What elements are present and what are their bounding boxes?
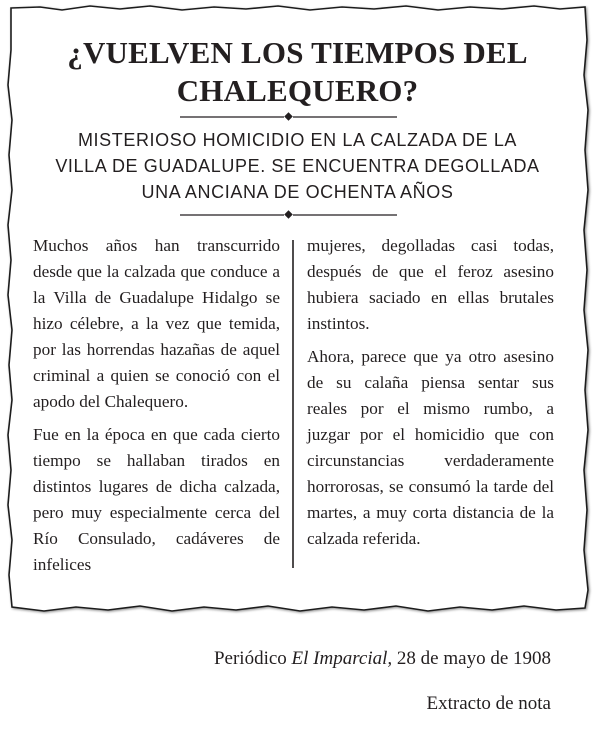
subhead-line-3: UNA ANCIANA DE OCHENTA AÑOS — [141, 182, 454, 202]
headline — [40, 34, 555, 110]
subheadline — [50, 127, 545, 205]
excerpt-note: Extracto de nota — [426, 693, 551, 714]
headline-line-1: ¿VUELVEN LOS TIEMPOS DEL — [67, 35, 528, 70]
article-paragraph: mujeres, degolladas casi todas, después de que el feroz asesino hubiera saciado en ellas brutales instintos. — [307, 236, 554, 333]
article-paragraph: Ahora, parece que ya otro asesino de su calaña piensa sentar sus reales por el mismo rumbo, a juzgar por el homicidio que con circunstancias verdaderamente horrorosas, se consumó la tarde del martes, a muy corta distancia de la calzada referida. — [307, 347, 554, 548]
source-publication: El Imparcial, — [291, 648, 393, 669]
article-paragraph: Muchos años han transcurrido desde que la calzada que conduce a la Villa de Guadalupe Hidalgo se hizo célebre, a la vez que temida, por las horrendas hazañas de aquel criminal a quien se conoció con el apodo del Chalequero. — [33, 236, 280, 411]
article-paragraph: Fue en la época en que cada cierto tiempo se hallaban tirados en distintos lugares de dicha calzada, pero muy especialmente cerca del Río Consulado, cadáveres de infelices — [33, 425, 280, 574]
article-column-right — [307, 233, 554, 559]
subhead-line-2: VILLA DE GUADALUPE. SE ENCUENTRA DEGOLLADA — [55, 156, 540, 176]
headline-line-2: CHALEQUERO? — [176, 73, 419, 108]
subhead-line-1: MISTERIOSO HOMICIDIO EN LA CALZADA DE LA — [77, 130, 518, 150]
source-date: 28 de mayo de 1908 — [392, 648, 551, 669]
source-caption — [214, 646, 551, 672]
article-column-left — [33, 233, 280, 585]
source-prefix: Periódico — [213, 648, 292, 669]
